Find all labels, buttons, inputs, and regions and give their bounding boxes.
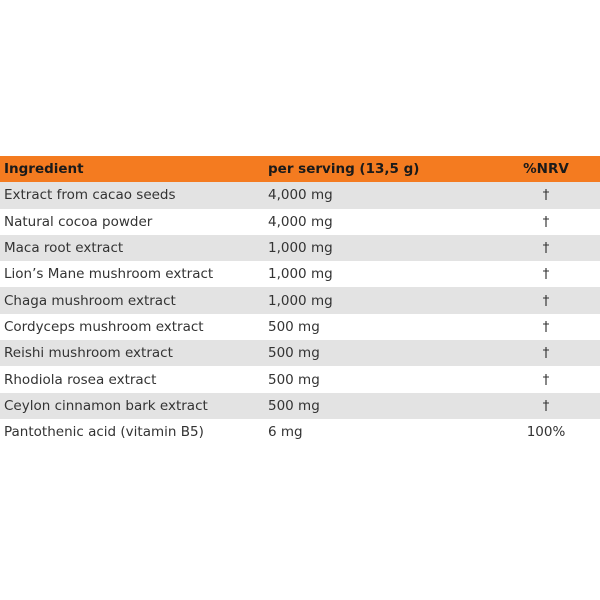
header-nrv: %NRV [523,161,569,178]
ingredient-cell: Ceylon cinnamon bark extract [4,397,208,414]
ingredient-cell: Reishi mushroom extract [4,345,173,362]
ingredient-cell: Chaga mushroom extract [4,292,176,309]
nrv-cell: † [542,187,550,204]
table-row [0,393,600,419]
table-row [0,314,600,340]
serving-cell: 1,000 mg [268,266,333,283]
header-ingredient: Ingredient [4,161,84,178]
serving-cell: 500 mg [268,397,320,414]
serving-cell: 1,000 mg [268,292,333,309]
ingredient-cell: Extract from cacao seeds [4,187,176,204]
serving-cell: 4,000 mg [268,187,333,204]
nrv-cell: † [542,266,550,283]
serving-cell: 500 mg [268,345,320,362]
nutrition-table [0,156,600,445]
table-row [0,182,600,208]
serving-cell: 6 mg [268,424,303,441]
nrv-cell: † [542,318,550,335]
ingredient-cell: Cordyceps mushroom extract [4,318,204,335]
nrv-cell: † [542,292,550,309]
table-row [0,235,600,261]
table-row [0,209,600,235]
table-row [0,340,600,366]
header-per-serving: per serving (13,5 g) [268,161,420,178]
serving-cell: 1,000 mg [268,240,333,257]
ingredient-cell: Rhodiola rosea extract [4,371,157,388]
nrv-cell: † [542,213,550,230]
serving-cell: 500 mg [268,371,320,388]
ingredient-cell: Lion’s Mane mushroom extract [4,266,214,283]
table-row [0,261,600,287]
nrv-cell: † [542,345,550,362]
table-row [0,366,600,392]
ingredient-cell: Maca root extract [4,240,124,257]
nrv-cell: 100% [526,424,566,441]
table-header-row [0,156,600,182]
ingredient-cell: Natural cocoa powder [4,213,153,230]
table-row [0,287,600,313]
nrv-cell: † [542,371,550,388]
ingredient-cell: Pantothenic acid (vitamin B5) [4,424,204,441]
nrv-cell: † [542,240,550,257]
table-row [0,419,600,445]
serving-cell: 4,000 mg [268,213,333,230]
serving-cell: 500 mg [268,318,320,335]
nrv-cell: † [542,397,550,414]
